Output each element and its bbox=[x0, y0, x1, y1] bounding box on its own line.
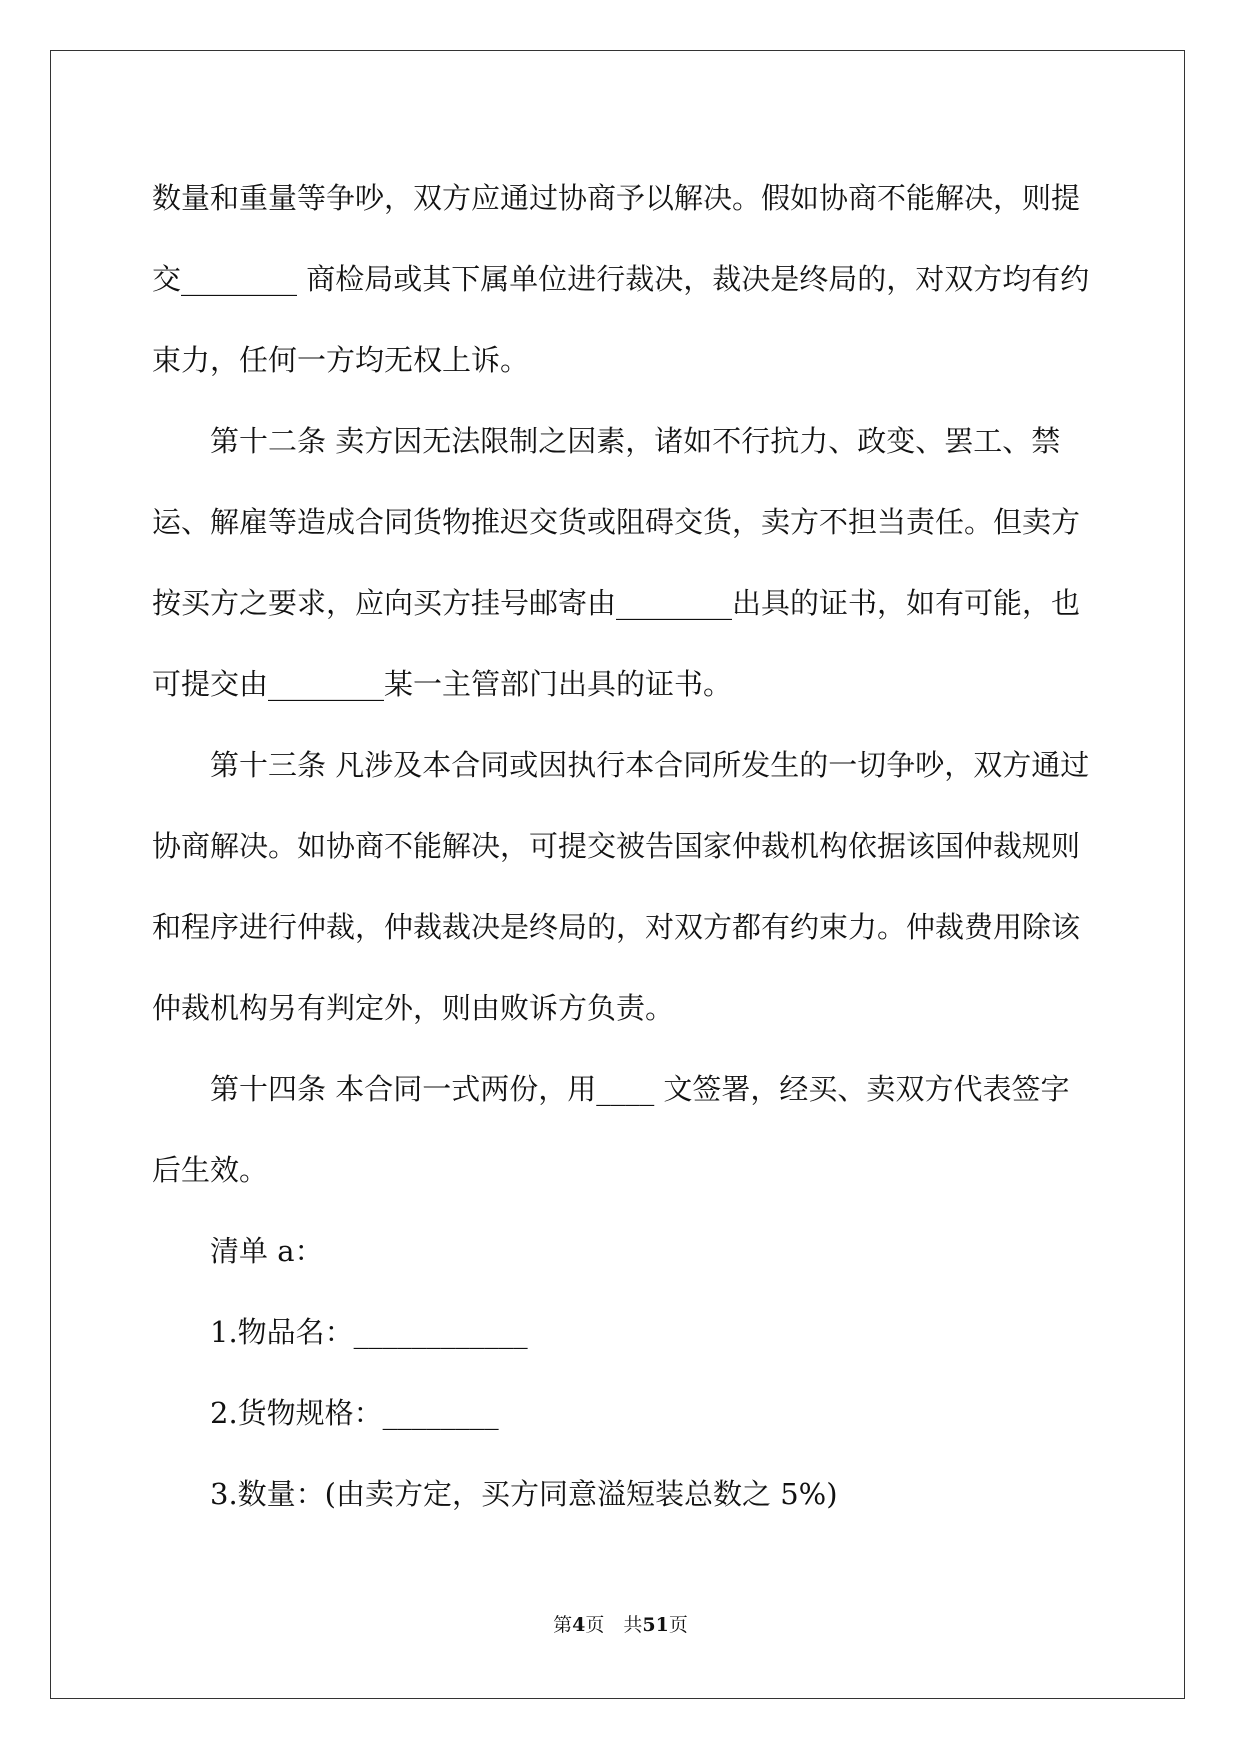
list-heading: 清单 a： bbox=[210, 1234, 324, 1268]
footer-prefix: 第 bbox=[553, 1614, 573, 1636]
list-item: 2.货物规格：________ bbox=[210, 1396, 499, 1430]
paragraph: 第十二条 卖方因无法限制之因素，诸如不行抗力、政变、罢工、禁运、解雇等造成合同货物推迟交货或阻碍交货，卖方不担当责任。但卖方按买方之要求，应向买方挂号邮寄由________出具的证书，如有可能，也可提交由________某一主管部门出具的证书。 bbox=[152, 424, 1081, 701]
footer-suffix: 页 bbox=[668, 1614, 688, 1636]
list-item: 1.物品名：____________ bbox=[210, 1315, 528, 1349]
paragraph: 第十四条 本合同一式两份，用____ 文签署，经买、卖双方代表签字后生效。 bbox=[152, 1072, 1070, 1187]
paragraph: 数量和重量等争吵，双方应通过协商予以解决。假如协商不能解决，则提交________ 商检局或其下属单位进行裁决，裁决是终局的，对双方均有约束力，任何一方均无权上诉。 bbox=[152, 181, 1090, 377]
paragraph: 第十三条 凡涉及本合同或因执行本合同所发生的一切争吵，双方通过协商解决。如协商不能解决，可提交被告国家仲裁机构依据该国仲裁规则和程序进行仲裁，仲裁裁决是终局的，对双方都有约束力。仲裁费用除该仲裁机构另有判定外，则由败诉方负责。 bbox=[152, 748, 1090, 1025]
document-body bbox=[152, 158, 1092, 1535]
footer-middle: 页 共 bbox=[585, 1614, 643, 1636]
page-footer bbox=[0, 1610, 1241, 1637]
current-page-number: 4 bbox=[572, 1614, 586, 1636]
total-page-number: 51 bbox=[642, 1614, 669, 1636]
list-item: 3.数量：(由卖方定，买方同意溢短装总数之 5%) bbox=[210, 1477, 838, 1511]
